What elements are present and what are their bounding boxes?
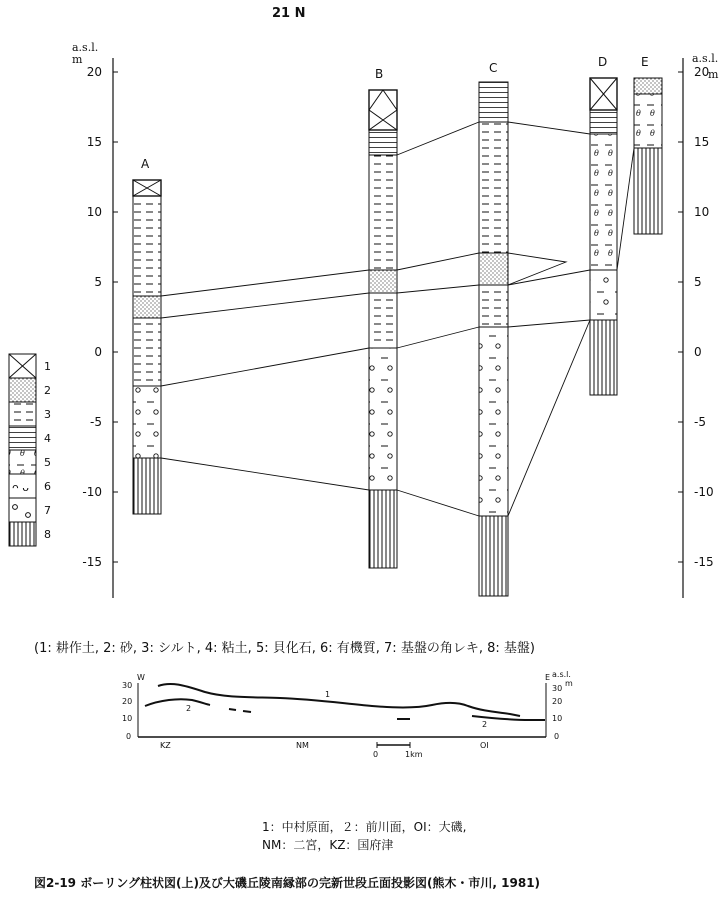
- left_axis-tick-label: 20: [86, 65, 102, 79]
- column-d: [590, 55, 617, 395]
- scale-km: 1km: [405, 750, 423, 759]
- legend-item-label: 2: [44, 384, 51, 397]
- place-nm: NM: [296, 741, 309, 750]
- column-a-label: A: [141, 157, 150, 171]
- surface-2-line: [145, 699, 210, 706]
- legend-item-label: 3: [44, 408, 51, 421]
- right_axis-tick-label: 10: [694, 205, 710, 219]
- right_axis-tick-label: -15: [694, 555, 714, 569]
- right-axis-unit: m: [708, 68, 719, 81]
- legend: [9, 354, 51, 546]
- left-axis: [72, 41, 118, 598]
- surface-1-line: [158, 684, 520, 716]
- right_axis-tick-label: 0: [694, 345, 702, 359]
- legend-item-label: 8: [44, 528, 51, 541]
- legend-item-label: 7: [44, 504, 51, 517]
- notes-line-1: 1：中村原面，２：前川面，OI：大磯,: [262, 820, 467, 834]
- column-e-label: E: [641, 55, 649, 69]
- left_axis-tick-label: 5: [94, 275, 102, 289]
- figure-caption: 図2-19 ボーリング柱状図(上)及び大磯丘陵南縁部の完新世段丘面投影図(熊木・市川, 1981): [34, 876, 541, 890]
- right_axis-tick-label: -10: [694, 485, 714, 499]
- place-kz: KZ: [160, 741, 171, 750]
- right-axis-label: a.s.l.: [692, 52, 719, 65]
- legend-item-label: 5: [44, 456, 51, 469]
- profile-left-tick: 0: [126, 732, 132, 741]
- left_axis-tick-label: -10: [82, 485, 102, 499]
- left_axis-tick-label: -5: [90, 415, 102, 429]
- profile-left-tick: 30: [122, 681, 133, 690]
- right-axis: [678, 52, 719, 598]
- svg-text:ᴖ ᴗ: ᴖ ᴗ: [12, 481, 29, 494]
- profile-right-tick: 20: [552, 697, 563, 706]
- left-axis-unit: m: [72, 53, 83, 66]
- scale-zero: 0: [373, 750, 379, 759]
- right_axis-tick-label: 15: [694, 135, 710, 149]
- notes-line-2: NM：二宮，KZ：国府津: [262, 838, 394, 852]
- profile-asl-label: a.s.l.: [552, 670, 571, 679]
- right_axis-tick-label: 5: [694, 275, 702, 289]
- right_axis-tick-label: 20: [694, 65, 710, 79]
- left_axis-tick-label: 15: [86, 135, 102, 149]
- surface-2-label-east: 2: [482, 720, 488, 729]
- left_axis-tick-label: -15: [82, 555, 102, 569]
- profile-right-tick: 10: [552, 714, 563, 723]
- profile-left-tick: 20: [122, 697, 133, 706]
- profile-right-tick: 0: [554, 732, 560, 741]
- left-axis-label: a.s.l.: [72, 41, 99, 54]
- legend-item-label: 1: [44, 360, 51, 373]
- profile-west-label: W: [137, 673, 145, 682]
- profile-right-tick: 30: [552, 684, 563, 693]
- column-b-label: B: [375, 67, 384, 81]
- left_axis-tick-label: 10: [86, 205, 102, 219]
- legend-item-label: 6: [44, 480, 51, 493]
- legend-item-label: 4: [44, 432, 51, 445]
- profile-m-label: m: [565, 679, 573, 688]
- column-c: [479, 61, 508, 596]
- profile-left-tick: 10: [122, 714, 133, 723]
- boring-columns: [133, 55, 662, 596]
- surface-2-label: 2: [186, 704, 192, 713]
- column-d-label: D: [598, 55, 608, 69]
- profile-chart: [122, 670, 573, 759]
- right_axis-tick-label: -5: [694, 415, 706, 429]
- place-oi: OI: [480, 741, 489, 750]
- header-code: 21 N: [272, 6, 306, 21]
- column-a: [133, 157, 161, 514]
- column-b: [369, 67, 397, 568]
- left_axis-tick-label: 0: [94, 345, 102, 359]
- profile-east-label: E: [545, 673, 551, 682]
- legend-caption: (1: 耕作土, 2: 砂, 3: シルト, 4: 粘土, 5: 貝化石, 6: 有機質, 7: 基盤の角レキ, 8: 基盤): [34, 641, 535, 656]
- surface-1-label: 1: [325, 690, 331, 699]
- column-e: [634, 55, 662, 234]
- column-c-label: C: [489, 61, 498, 75]
